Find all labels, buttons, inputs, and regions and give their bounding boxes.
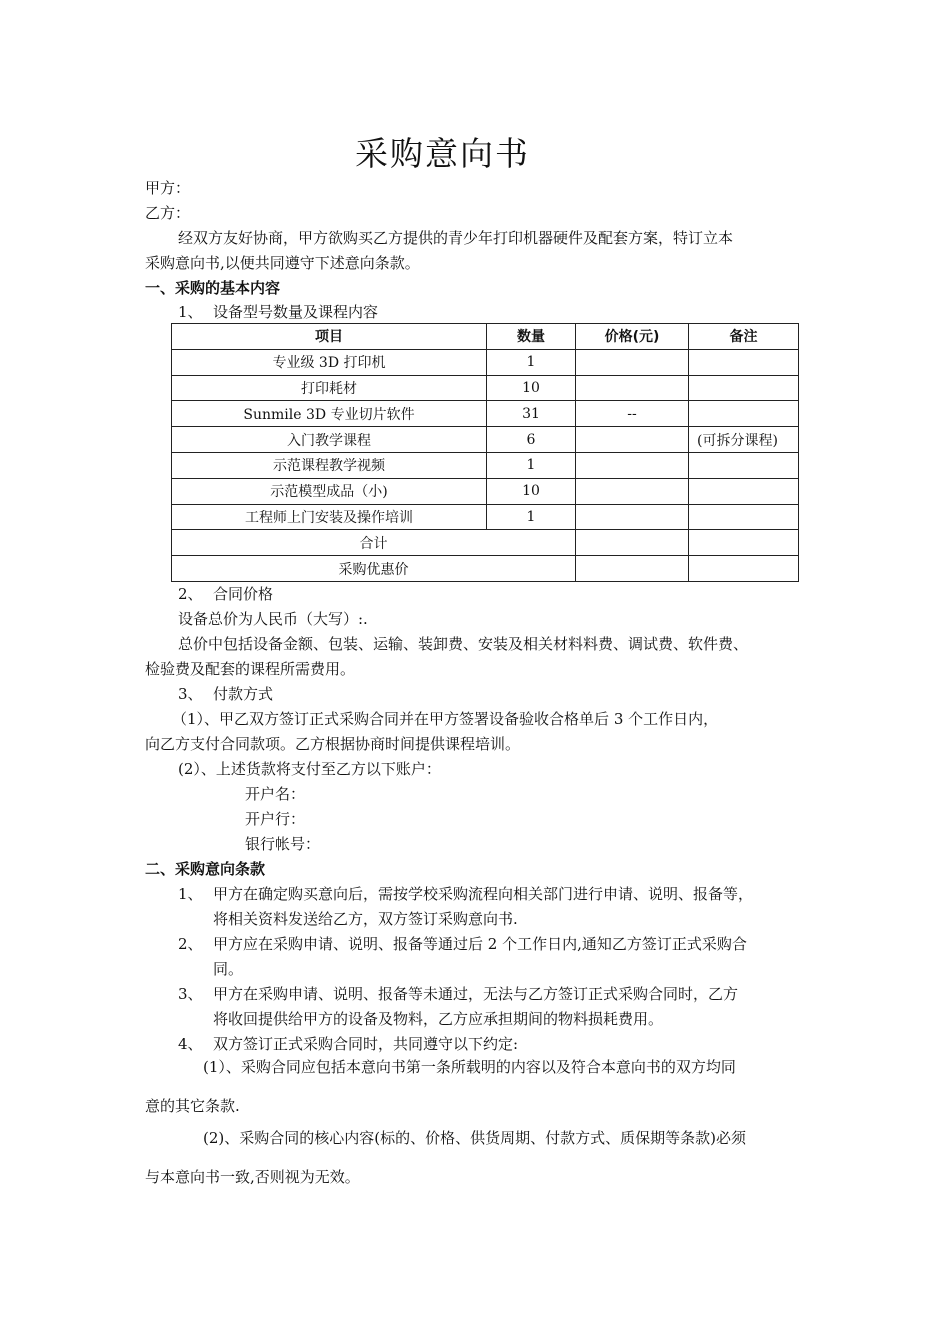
table-row [172, 401, 799, 427]
sub-clause-1-line-2: 意的其它条款. [145, 1097, 240, 1115]
cell-note [689, 504, 799, 530]
cell-item: 工程师上门安装及操作培训 [172, 504, 487, 530]
cell-item: 示范课程教学视频 [172, 452, 487, 478]
cell-qty: 1 [487, 349, 576, 375]
cell-qty: 1 [487, 452, 576, 478]
cell-item: Sunmile 3D 专业切片软件 [172, 401, 487, 427]
cell-item: 打印耗材 [172, 375, 487, 401]
section-1-item-2 [178, 584, 273, 604]
discount-note-cell [689, 556, 799, 582]
cell-qty: 31 [487, 401, 576, 427]
section-2-heading: 二、采购意向条款 [145, 860, 266, 878]
header-qty: 数量 [487, 324, 576, 350]
clause-3 [178, 984, 738, 1004]
cell-qty: 10 [487, 375, 576, 401]
cell-item: 示范模型成品（小) [172, 478, 487, 504]
total-price-cell [576, 530, 689, 556]
clause-line: 甲方应在采购申请、说明、报备等通过后 2 个工作日内,通知乙方签订正式采购合 [213, 935, 747, 953]
clause-number: 1、 [178, 885, 203, 903]
total-note-cell [689, 530, 799, 556]
sub-clause-2-line-1: (2)、采购合同的核心内容(标的、价格、供货周期、付款方式、质保期等条款)必须 [203, 1129, 746, 1147]
clause-4 [178, 1034, 518, 1054]
intro-line-2: 采购意向书,以便共同遵守下述意向条款。 [145, 254, 420, 272]
cell-price [576, 375, 689, 401]
account-number-label: 银行帐号： [245, 835, 321, 853]
item-number: 3、 [178, 685, 203, 703]
section-1-heading: 一、采购的基本内容 [145, 279, 281, 297]
header-price: 价格(元) [576, 324, 689, 350]
clause-line: 双方签订正式采购合同时，共同遵守以下约定: [213, 1035, 519, 1053]
cell-note [689, 375, 799, 401]
item-text: 付款方式 [213, 685, 274, 703]
clause-number: 4、 [178, 1035, 203, 1053]
cell-note: (可拆分课程) [689, 427, 799, 453]
cell-qty: 10 [487, 478, 576, 504]
cell-item: 专业级 3D 打印机 [172, 349, 487, 375]
party-b-label: 乙方： [145, 204, 191, 222]
payment-1-line-2: 向乙方支付合同款项。乙方根据协商时间提供课程培训。 [145, 735, 521, 753]
cell-note [689, 349, 799, 375]
sub-clause-2-line-2: 与本意向书一致,否则视为无效。 [145, 1168, 360, 1186]
table-discount-row [172, 556, 799, 582]
cell-price [576, 349, 689, 375]
clause-2-line-2: 同。 [213, 960, 244, 978]
section-1-item-3 [178, 684, 273, 704]
bank-label: 开户行： [245, 810, 306, 828]
table-total-row [172, 530, 799, 556]
cell-qty: 1 [487, 504, 576, 530]
table-row [172, 504, 799, 530]
item-number: 1、 [178, 303, 203, 321]
table-row [172, 478, 799, 504]
price-total-text: 设备总价为人民币（大写）:. [178, 610, 368, 628]
payment-1-line-1: （1）、甲乙双方签订正式采购合同并在甲方签署设备验收合格单后 3 个工作日内， [172, 710, 719, 728]
party-a-label: 甲方： [145, 179, 191, 197]
header-note: 备注 [689, 324, 799, 350]
clause-number: 3、 [178, 985, 203, 1003]
item-number: 2、 [178, 585, 203, 603]
clause-line: 甲方在确定购买意向后，需按学校采购流程向相关部门进行申请、说明、报备等， [213, 885, 754, 903]
sub-clause-1-line-1: (1）、采购合同应包括本意向书第一条所载明的内容以及符合本意向书的双方均同 [203, 1058, 736, 1076]
clause-line: 甲方在采购申请、说明、报备等未通过，无法与乙方签订正式采购合同时，乙方 [213, 985, 739, 1003]
item-text: 合同价格 [213, 585, 274, 603]
table-header-row [172, 324, 799, 350]
clause-3-line-2: 将收回提供给甲方的设备及物料，乙方应承担期间的物料损耗费用。 [213, 1010, 664, 1028]
clause-2 [178, 934, 747, 954]
cell-price [576, 452, 689, 478]
discount-label: 采购优惠价 [172, 556, 576, 582]
cell-item: 入门教学课程 [172, 427, 487, 453]
equipment-table [171, 323, 799, 582]
table-row [172, 427, 799, 453]
account-name-label: 开户名： [245, 785, 306, 803]
cell-note [689, 452, 799, 478]
cell-price: -- [576, 401, 689, 427]
clause-1-line-2: 将相关资料发送给乙方，双方签订采购意向书. [213, 910, 518, 928]
table-row [172, 452, 799, 478]
clause-1 [178, 884, 753, 904]
price-includes-line-2: 检验费及配套的课程所需费用。 [145, 660, 356, 678]
cell-price [576, 478, 689, 504]
total-label: 合计 [172, 530, 576, 556]
payment-2-text: (2）、上述货款将支付至乙方以下账户： [178, 760, 441, 778]
price-includes-line-1: 总价中包括设备金额、包装、运输、装卸费、安装及相关材料料费、调试费、软件费、 [178, 635, 749, 653]
cell-note [689, 401, 799, 427]
cell-price [576, 427, 689, 453]
cell-note [689, 478, 799, 504]
document-title: 采购意向书 [355, 134, 530, 173]
table-row [172, 375, 799, 401]
table-row [172, 349, 799, 375]
item-text: 设备型号数量及课程内容 [213, 303, 379, 321]
clause-number: 2、 [178, 935, 203, 953]
cell-price [576, 504, 689, 530]
discount-price-cell [576, 556, 689, 582]
intro-line-1: 经双方友好协商，甲方欲购买乙方提供的青少年打印机器硬件及配套方案，特订立本 [178, 229, 734, 247]
header-item: 项目 [172, 324, 487, 350]
section-1-item-1 [178, 302, 378, 322]
cell-qty: 6 [487, 427, 576, 453]
